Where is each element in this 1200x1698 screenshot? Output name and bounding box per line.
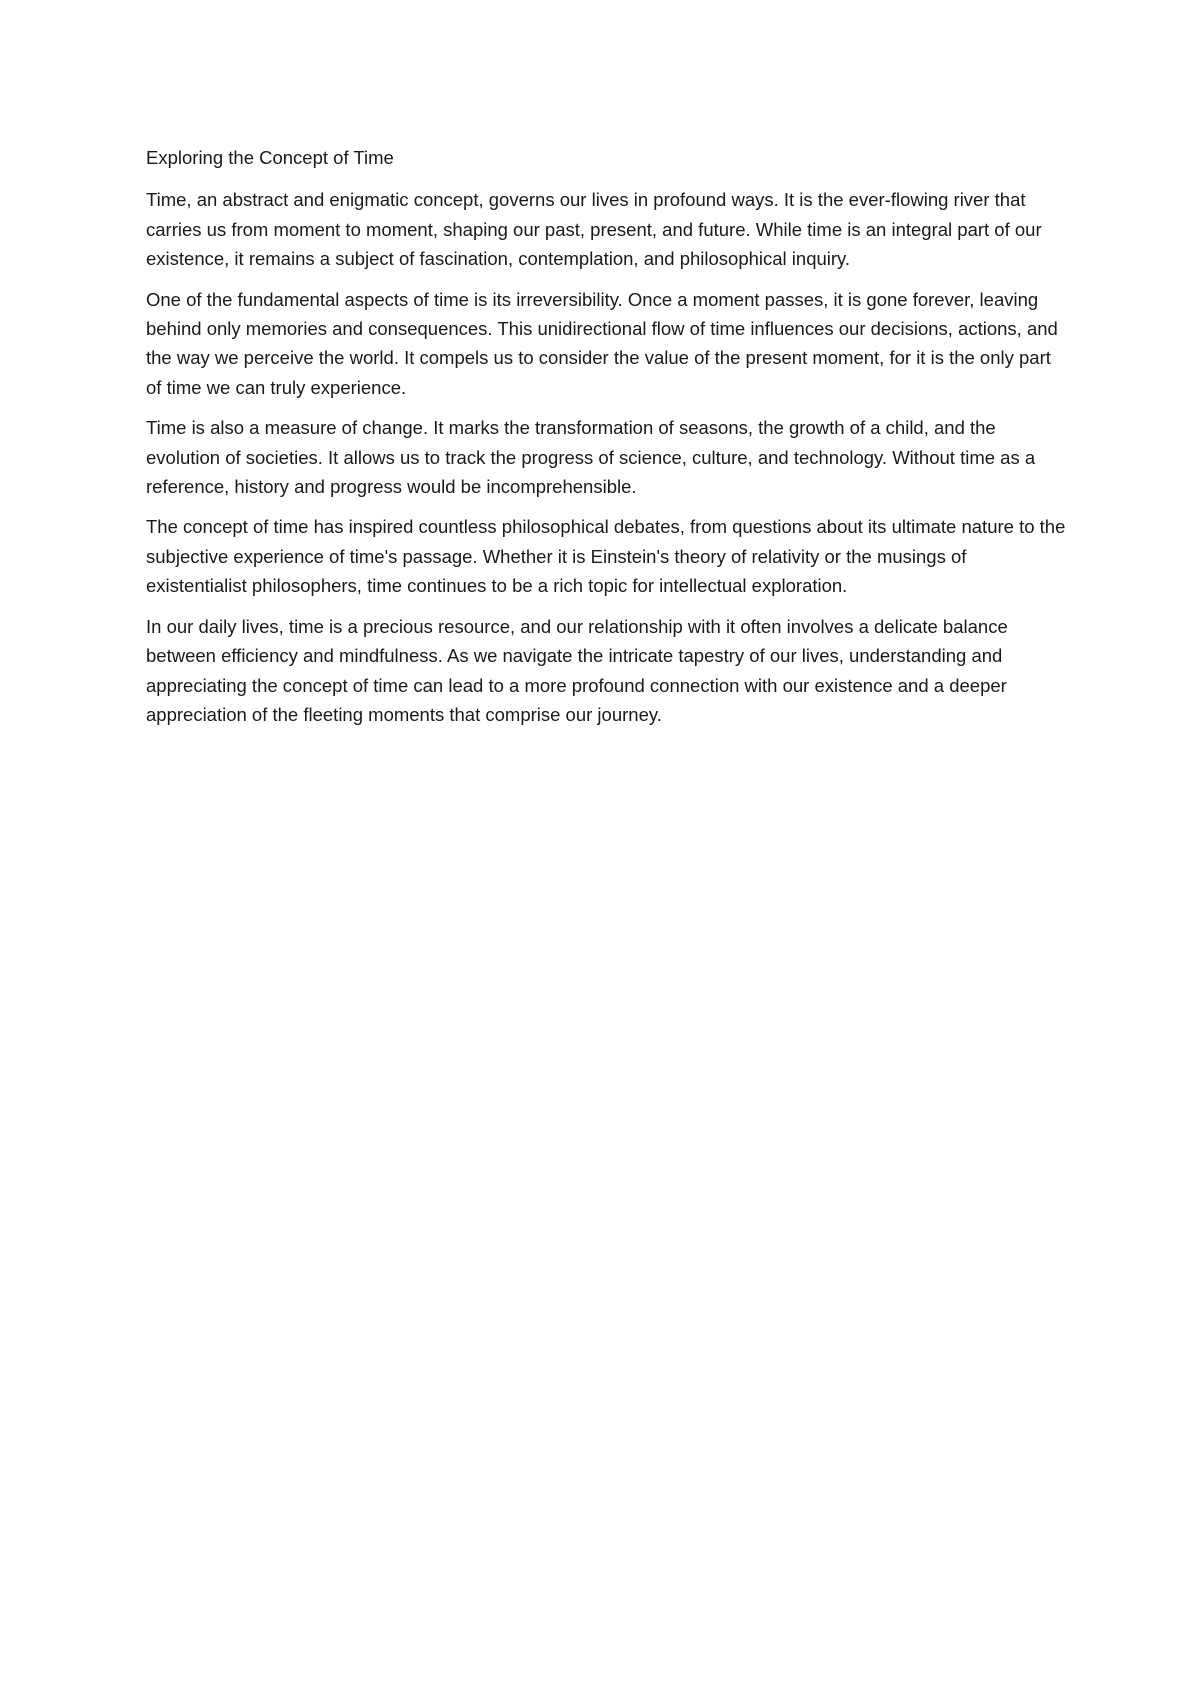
paragraph-3: Time is also a measure of change. It marks the transformation of seasons, the growth of a child, and the evolution of societies. It allows us to track the progress of science, culture, and technology. Without time as a reference, history and progress would be incomprehensible.	[146, 417, 1036, 498]
document-body	[146, 143, 1066, 740]
paragraph-5: In our daily lives, time is a precious resource, and our relationship with it often involves a delicate balance between efficiency and mindfulness. As we navigate the intricate tapestry of our lives, understanding and appreciating the concept of time can lead to a more profound connection with our existence and a deeper appreciation of the fleeting moments that comprise our journey.	[146, 615, 1008, 725]
paragraph-1: Time, an abstract and enigmatic concept, governs our lives in profound ways. It is the ever-flowing river that carries us from moment to moment, shaping our past, present, and future. While time is an integral part of our existence, it remains a subject of fascination, contemplation, and philosophical inquiry.	[146, 189, 1042, 270]
document-title: Exploring the Concept of Time	[146, 147, 394, 168]
paragraph-4: The concept of time has inspired countless philosophical debates, from questions about its ultimate nature to the subjective experience of time's passage. Whether it is Einstein's theory of relativity or the musings of existentialist philosophers, time continues to be a rich topic for intellectual exploration.	[146, 516, 1066, 597]
paragraph-2: One of the fundamental aspects of time is its irreversibility. Once a moment passes, it is gone forever, leaving behind only memories and consequences. This unidirectional flow of time influences our decisions, actions, and the way we perceive the world. It compels us to consider the value of the present moment, for it is the only part of time we can truly experience.	[146, 288, 1058, 398]
